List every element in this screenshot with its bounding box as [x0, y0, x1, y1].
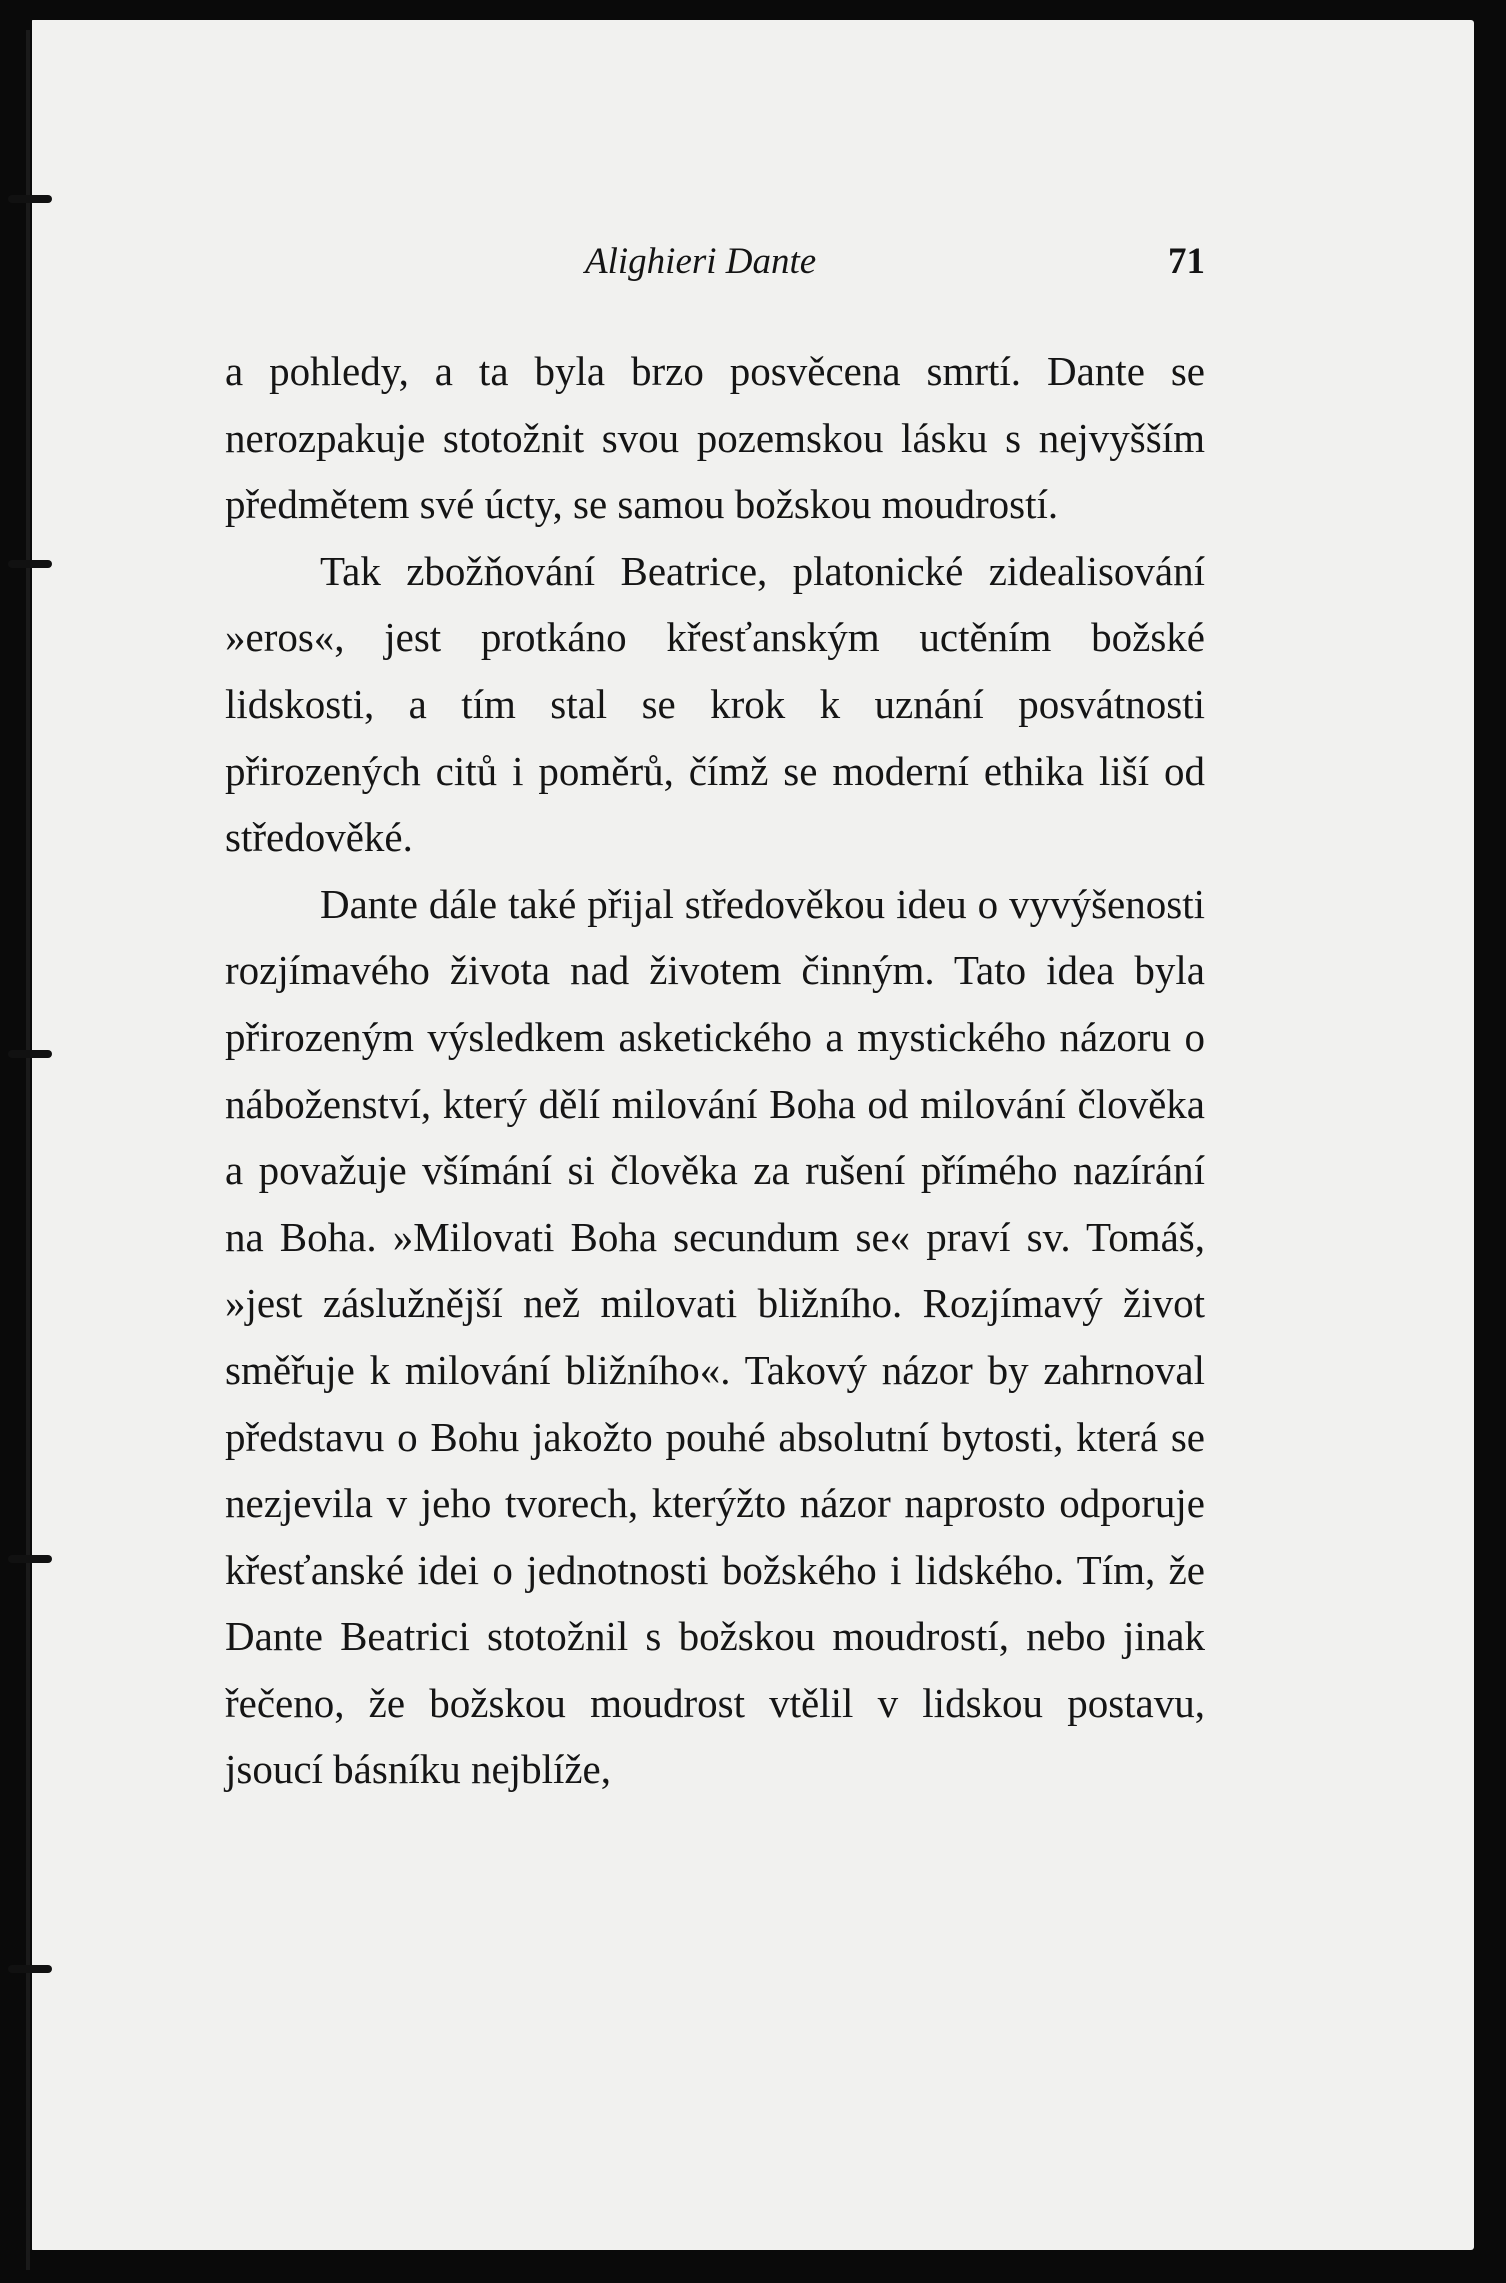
page-number: 71: [1168, 241, 1205, 282]
binding-thread: [8, 1050, 52, 1058]
binding-thread: [8, 1965, 52, 1973]
binding-thread: [8, 1555, 52, 1563]
spine-edge: [26, 30, 30, 2270]
page-header: [225, 240, 1205, 290]
paragraph: a pohledy, a ta byla brzo posvěcena smrtí. Dante se nerozpakuje stotožnit svou pozemskou lásku s nejvyšším předmětem své úcty, se samou božskou moudrostí.: [225, 348, 1205, 528]
binding-thread: [8, 560, 52, 568]
body-text: [225, 338, 1205, 1803]
paragraph: Dante dále také přijal středověkou ideu o vyvýšenosti rozjímavého života nad životem činným. Tato idea byla přirozeným výsledkem asketického a mystického názoru o náboženství, který dělí milování Boha od milování člověka a považuje všímání si člověka za rušení přímého nazírání na Boha. »Milovati Boha secundum se« praví sv. Tomáš, »jest záslužnější než milovati bližního. Rozjímavý život směřuje k milování bližního«. Takový názor by zahrnoval představu o Bohu jakožto pouhé absolutní bytosti, která se nezjevila v jeho tvorech, kterýžto názor naprosto odporuje křesťanské idei o jednotnosti božského i lidského. Tím, že Dante Beatrici stotožnil s božskou moudrostí, nebo jinak řečeno, že božskou moudrost vtělil v lidskou postavu, jsoucí básníku nejblíže,: [225, 880, 1205, 1793]
binding-thread: [8, 195, 52, 203]
running-title: Alighieri Dante: [585, 241, 817, 282]
paragraph: Tak zbožňování Beatrice, platonické zidealisování »eros«, jest protkáno křesťanským uctěním božské lidskosti, a tím stal se krok k uznání posvátnosti přirozených citů i poměrů, čímž se moderní ethika liší od středověké.: [225, 547, 1205, 861]
